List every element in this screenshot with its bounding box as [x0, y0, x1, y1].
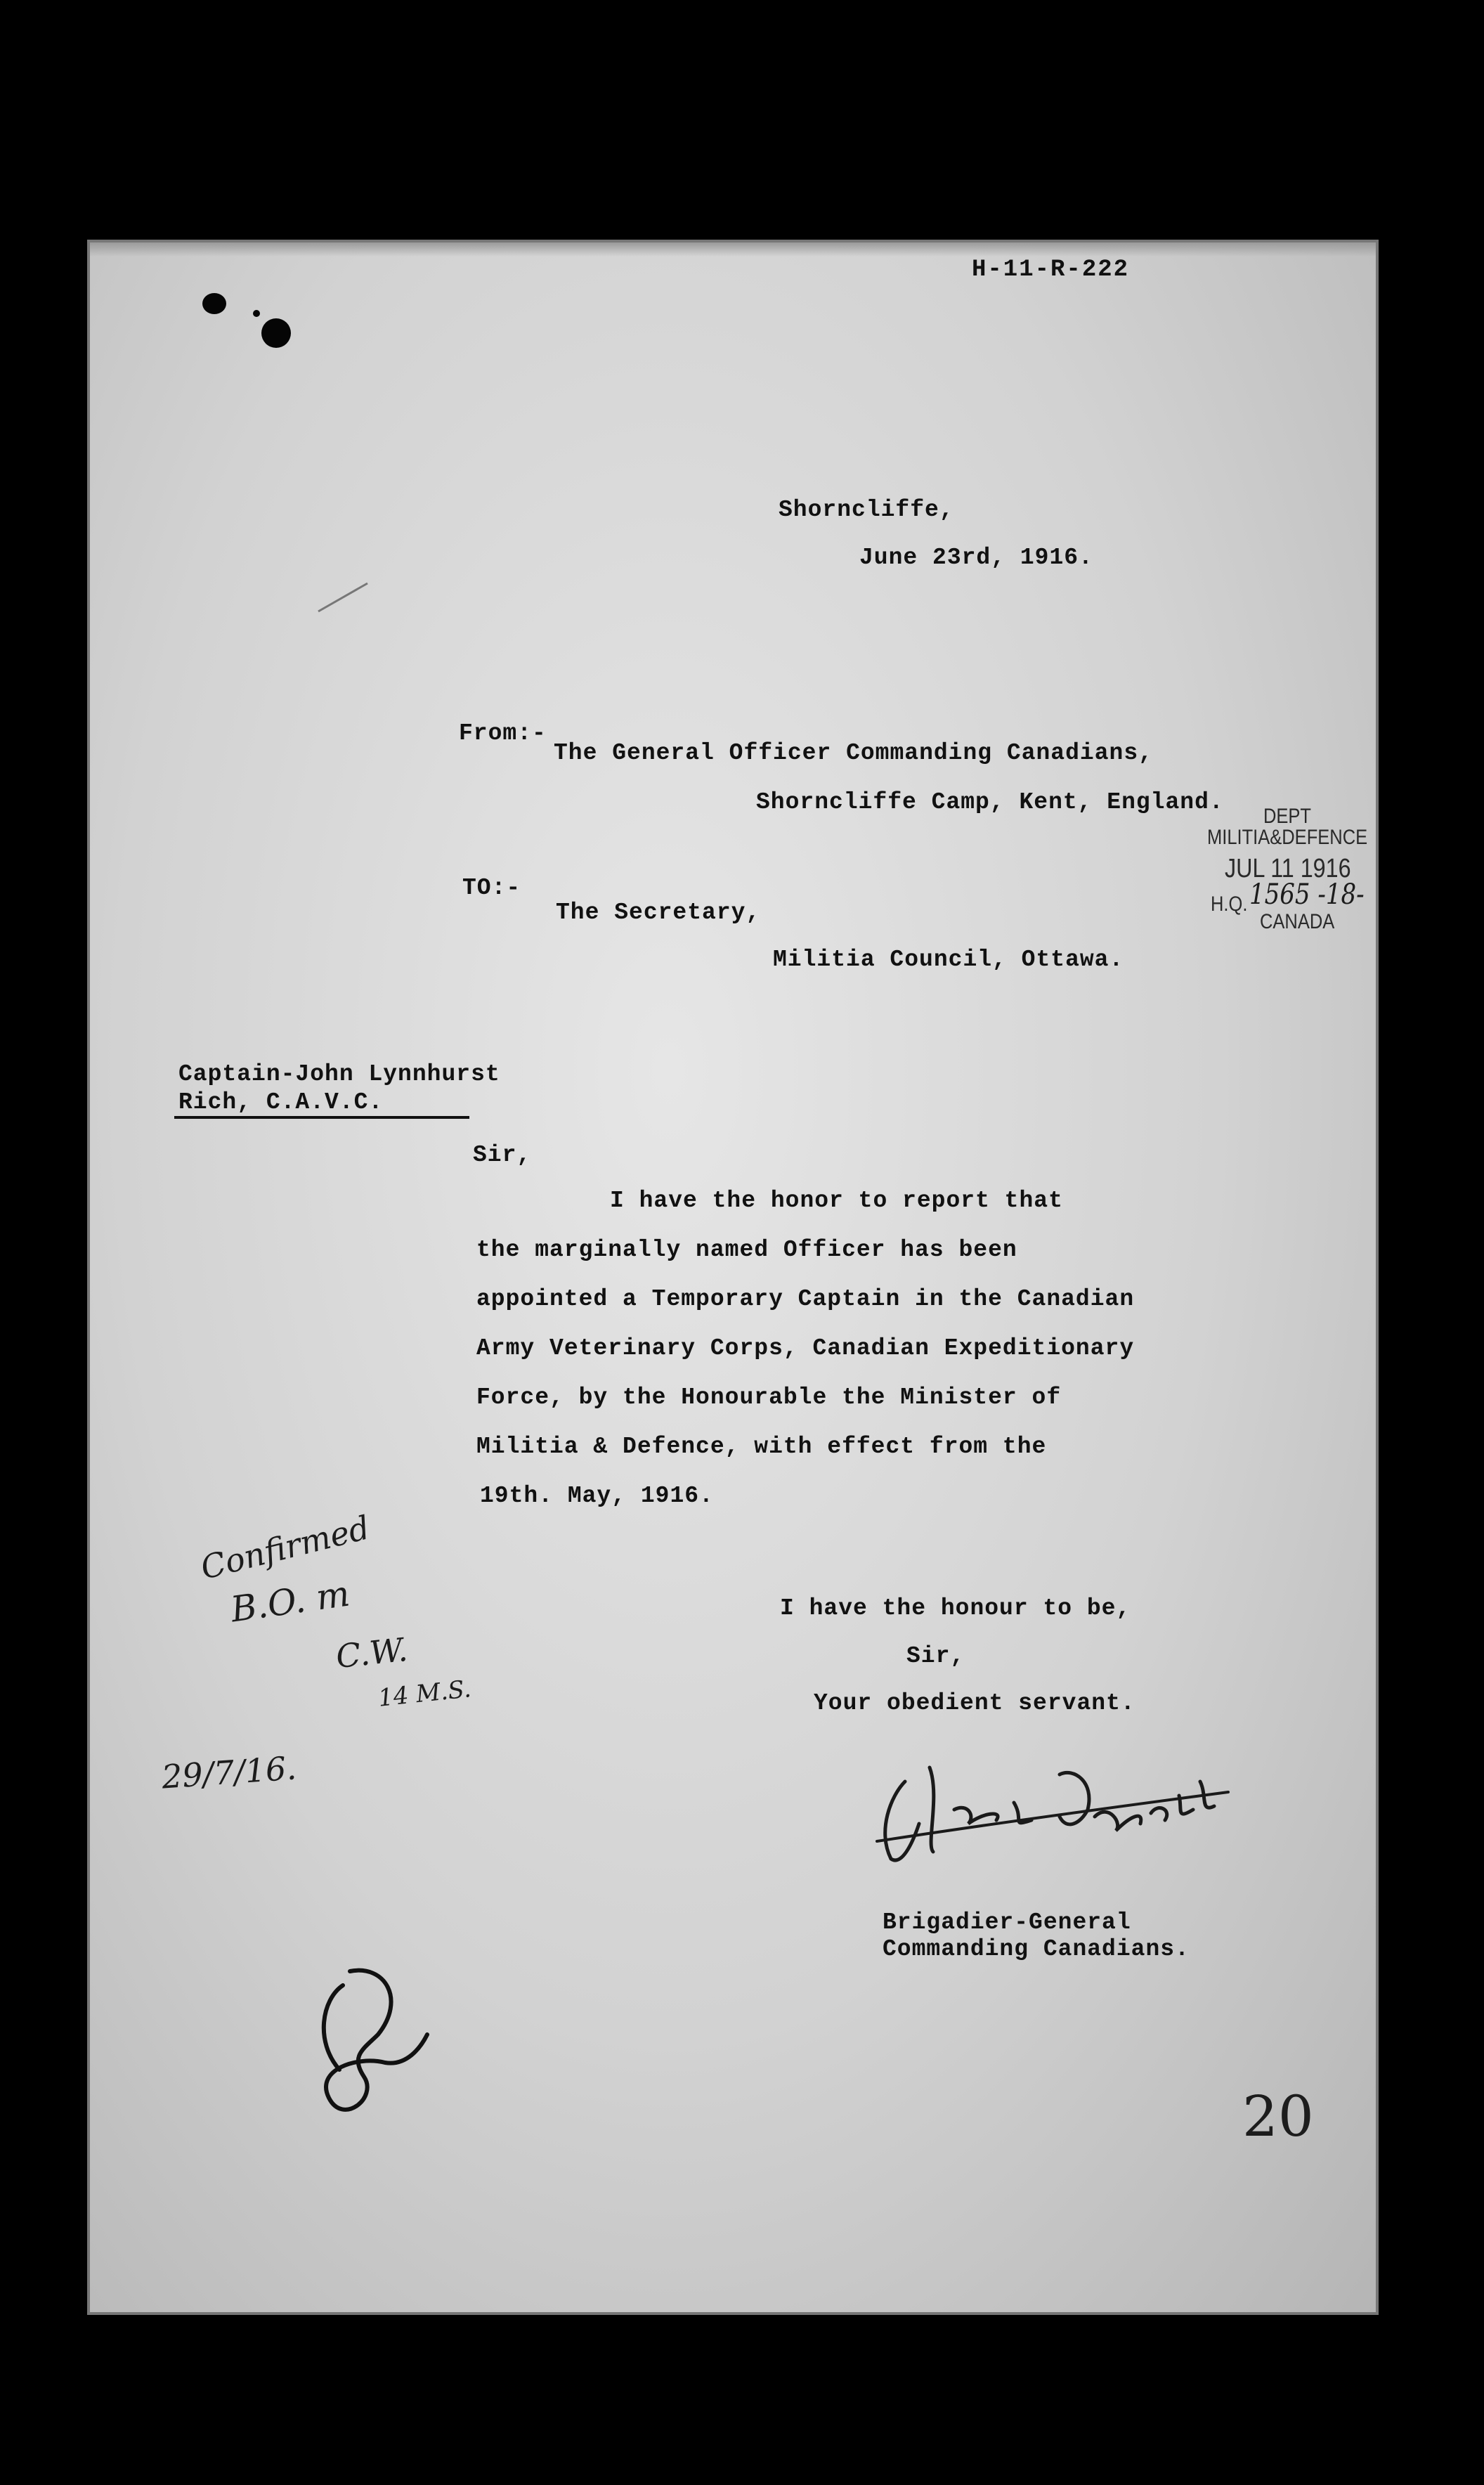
annotation-bom: B.O. m: [228, 1573, 353, 1630]
place: Shorncliffe,: [779, 497, 954, 523]
received-stamp: [1207, 805, 1411, 959]
stamp-canada: CANADA: [1260, 910, 1335, 933]
signatory-title-2: Commanding Canadians.: [883, 1936, 1190, 1962]
to-line-2: Militia Council, Ottawa.: [773, 947, 1124, 973]
body-line: Army Veterinary Corps, Canadian Expeditionary: [476, 1335, 1135, 1361]
faint-pencil-mark: [315, 580, 371, 615]
stamp-hq: H.Q.: [1211, 893, 1248, 916]
body-line: appointed a Temporary Captain in the Canadian: [476, 1286, 1135, 1312]
margin-name-line-2: Rich, C.A.V.C.: [178, 1089, 384, 1115]
reference-number: H-11-R-222: [972, 257, 1130, 283]
signatory-title-1: Brigadier-General: [883, 1909, 1131, 1935]
stamp-dept: DEPT: [1263, 805, 1312, 828]
letter-date: June 23rd, 1916.: [859, 545, 1093, 571]
body-line: the marginally named Officer has been: [476, 1237, 1017, 1263]
body-line: Force, by the Honourable the Minister of: [476, 1384, 1062, 1410]
sheet-edge-shadow: [90, 242, 1376, 257]
from-line-2: Shorncliffe Camp, Kent, England.: [756, 789, 1224, 815]
annotation-initials-1: C.W.: [334, 1630, 410, 1676]
from-label: From:-: [459, 720, 547, 746]
from-line-1: The General Officer Commanding Canadians,: [554, 740, 1153, 766]
closing-line-2: Sir,: [906, 1643, 965, 1669]
annotation-initials-2: 14 M.S.: [377, 1675, 473, 1713]
body-line: 19th. May, 1916.: [480, 1483, 714, 1509]
document-sheet: [90, 242, 1376, 2312]
annotation-date: 29/7/16.: [160, 1748, 298, 1796]
stamp-file-number: 1565 -18-: [1249, 878, 1365, 911]
stamp-date: JUL 11 1916: [1225, 854, 1351, 883]
margin-name-underline: [174, 1116, 469, 1119]
margin-name-line-1: Captain-John Lynnhurst: [178, 1061, 500, 1087]
to-label: TO:-: [462, 875, 521, 901]
closing-line-3: Your obedient servant.: [814, 1690, 1135, 1716]
punch-hole: [202, 293, 226, 314]
annotation-corner-number: 20: [1242, 2084, 1314, 2149]
signature-scrawl: [863, 1753, 1228, 1873]
salutation: Sir,: [473, 1142, 532, 1168]
stamp-militia-defence: MILITIA&DEFENCE: [1207, 826, 1368, 849]
annotation-confirmed: Confirmed: [197, 1508, 374, 1587]
to-line-1: The Secretary,: [556, 900, 761, 926]
body-line: Militia & Defence, with effect from the: [476, 1434, 1047, 1460]
ink-speck: [253, 310, 260, 317]
closing-line-1: I have the honour to be,: [780, 1595, 1131, 1621]
handwritten-initials-mark: [301, 1957, 441, 2161]
body-line: I have the honor to report that: [610, 1188, 1063, 1214]
punch-hole: [261, 318, 291, 348]
